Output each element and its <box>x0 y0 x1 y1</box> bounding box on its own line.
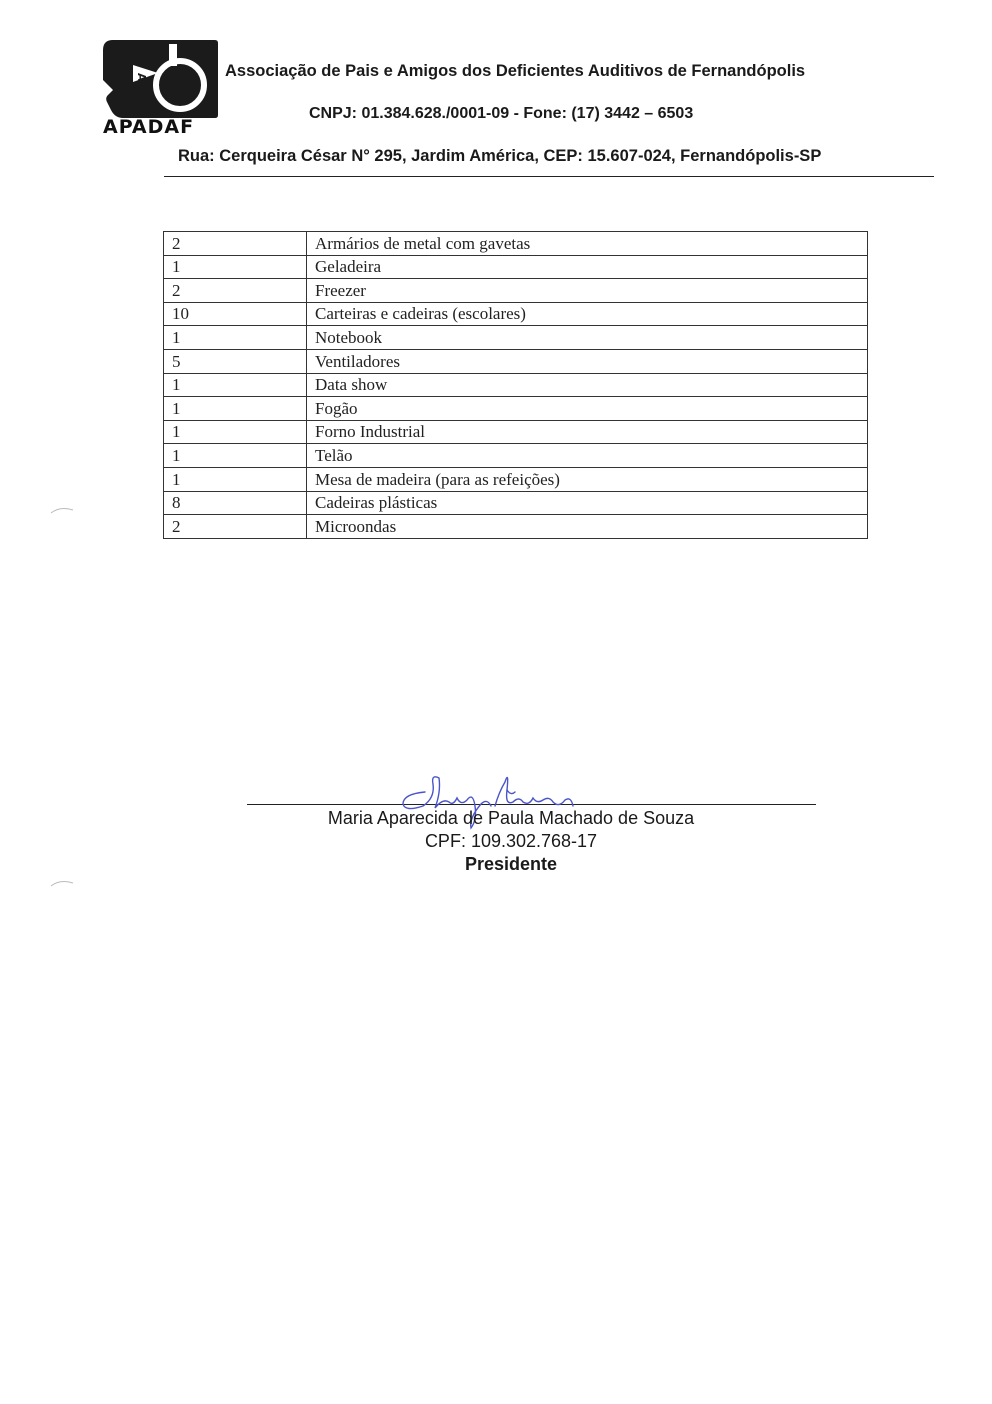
item-cell: Ventiladores <box>307 349 868 373</box>
logo-glyph: A <box>135 73 148 82</box>
logo-wordmark: APADAF <box>103 116 195 138</box>
item-cell: Data show <box>307 373 868 397</box>
quantity-cell: 5 <box>164 349 307 373</box>
quantity-cell: 1 <box>164 397 307 421</box>
header-divider <box>164 176 934 177</box>
quantity-cell: 1 <box>164 420 307 444</box>
scan-mark <box>50 878 74 888</box>
table-row <box>164 349 868 373</box>
table-row <box>164 232 868 256</box>
item-cell: Notebook <box>307 326 868 350</box>
table-row <box>164 420 868 444</box>
table-row <box>164 326 868 350</box>
signatory-cpf: CPF: 109.302.768-17 <box>424 831 598 851</box>
table-row <box>164 491 868 515</box>
table-row <box>164 373 868 397</box>
quantity-cell: 10 <box>164 302 307 326</box>
logo-ear-icon <box>103 40 218 118</box>
inventory-table <box>163 231 868 539</box>
quantity-cell: 1 <box>164 255 307 279</box>
organization-name: Associação de Pais e Amigos dos Deficientes Auditivos de Fernandópolis <box>225 62 806 80</box>
item-cell: Cadeiras plásticas <box>307 491 868 515</box>
item-cell: Mesa de madeira (para as refeições) <box>307 467 868 491</box>
item-cell: Telão <box>307 444 868 468</box>
quantity-cell: 1 <box>164 444 307 468</box>
table-row <box>164 255 868 279</box>
quantity-cell: 8 <box>164 491 307 515</box>
inventory-table-body <box>164 232 868 539</box>
item-cell: Carteiras e cadeiras (escolares) <box>307 302 868 326</box>
quantity-cell: 1 <box>164 467 307 491</box>
table-row <box>164 467 868 491</box>
quantity-cell: 2 <box>164 279 307 303</box>
apadaf-logo <box>103 40 218 138</box>
quantity-cell: 2 <box>164 515 307 539</box>
table-row <box>164 397 868 421</box>
item-cell: Geladeira <box>307 255 868 279</box>
table-row <box>164 515 868 539</box>
signatory-role: Presidente <box>464 854 558 874</box>
item-cell: Armários de metal com gavetas <box>307 232 868 256</box>
organization-address: Rua: Cerqueira César N° 295, Jardim América, CEP: 15.607-024, Fernandópolis-SP <box>178 147 822 165</box>
item-cell: Fogão <box>307 397 868 421</box>
item-cell: Forno Industrial <box>307 420 868 444</box>
organization-contact: CNPJ: 01.384.628./0001-09 - Fone: (17) 3442 – 6503 <box>309 105 694 122</box>
quantity-cell: 2 <box>164 232 307 256</box>
scan-mark <box>50 505 74 515</box>
table-row <box>164 302 868 326</box>
item-cell: Microondas <box>307 515 868 539</box>
signatory-name: Maria Aparecida de Paula Machado de Souza <box>327 808 695 828</box>
table-row <box>164 279 868 303</box>
item-cell: Freezer <box>307 279 868 303</box>
quantity-cell: 1 <box>164 373 307 397</box>
quantity-cell: 1 <box>164 326 307 350</box>
table-row <box>164 444 868 468</box>
